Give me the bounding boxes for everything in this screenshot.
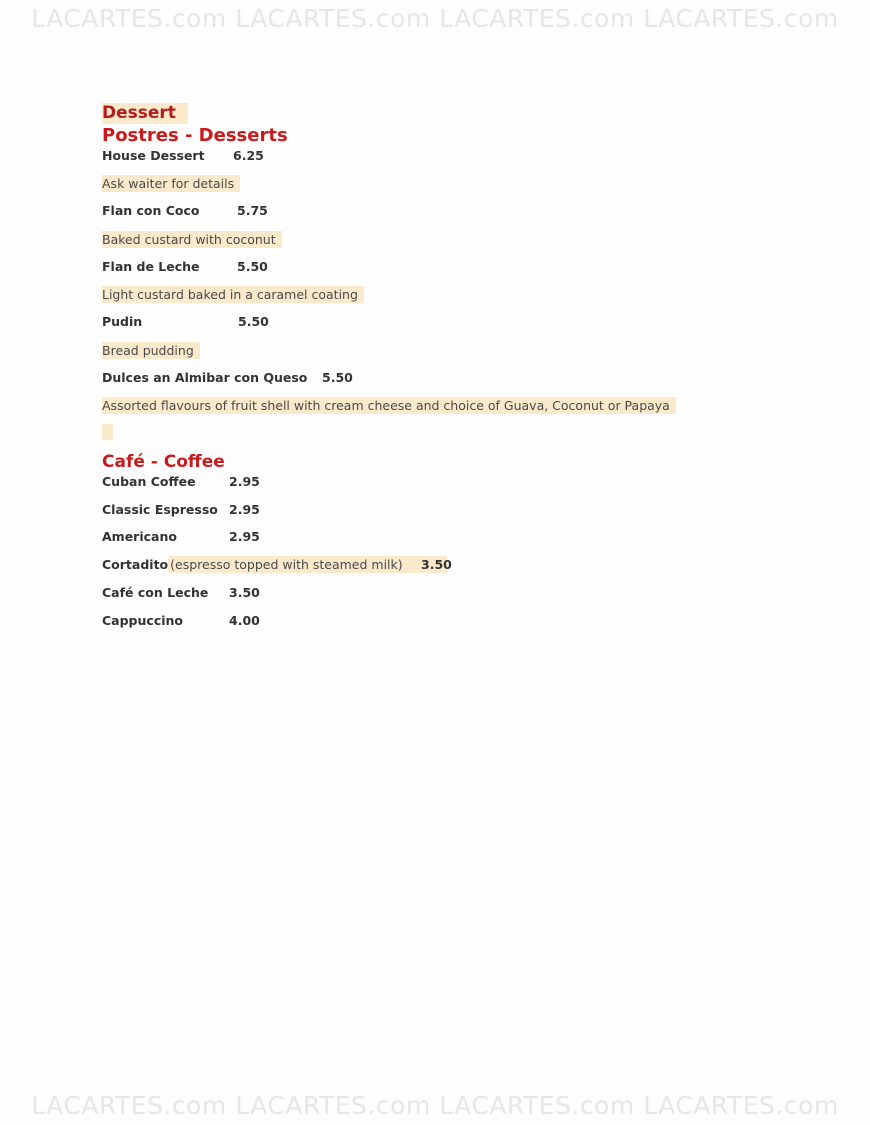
desserts-heading: Postres - Desserts bbox=[102, 125, 288, 146]
menu-item-description: Light custard baked in a caramel coating bbox=[102, 286, 364, 303]
menu-item-price: 5.50 bbox=[238, 314, 269, 329]
menu-item-name: Cortadito bbox=[102, 557, 169, 572]
menu-item-price: 4.00 bbox=[229, 613, 260, 628]
menu-item-name: Pudin bbox=[102, 314, 143, 329]
menu-item-price: 2.95 bbox=[229, 502, 260, 517]
menu-item-price: 2.95 bbox=[229, 529, 260, 544]
menu-item-price: 6.25 bbox=[233, 148, 264, 163]
menu-item-description: Assorted flavours of fruit shell with cream cheese and choice of Guava, Coconut or Papaya bbox=[102, 397, 676, 414]
menu-item-name: Flan con Coco bbox=[102, 203, 200, 218]
coffee-heading: Café - Coffee bbox=[102, 452, 225, 472]
menu-item-name: Flan de Leche bbox=[102, 259, 200, 274]
menu-item-name: House Dessert bbox=[102, 148, 205, 163]
menu-item-description: Ask waiter for details bbox=[102, 175, 240, 192]
menu-item-name: Americano bbox=[102, 529, 177, 544]
menu-item-name: Classic Espresso bbox=[102, 502, 218, 517]
menu-item-price: 2.95 bbox=[229, 474, 260, 489]
menu-item-price: 5.50 bbox=[237, 259, 268, 274]
menu-item-name: Dulces an Almibar con Queso bbox=[102, 370, 308, 385]
menu-item-price: 5.50 bbox=[322, 370, 353, 385]
section-label: Dessert bbox=[102, 103, 188, 124]
menu-item-name: Café con Leche bbox=[102, 585, 209, 600]
menu-item-note: (espresso topped with steamed milk) bbox=[168, 556, 447, 573]
menu-item-price: 3.50 bbox=[421, 557, 452, 572]
highlight-marker bbox=[102, 424, 113, 440]
menu-item-price: 5.75 bbox=[237, 203, 268, 218]
menu-item-price: 3.50 bbox=[229, 585, 260, 600]
watermark-bottom: LACARTES.com LACARTES.com LACARTES.com LACARTES.com bbox=[31, 1091, 839, 1120]
menu-item-description: Baked custard with coconut bbox=[102, 231, 282, 248]
menu-item-row bbox=[102, 557, 447, 572]
menu-item-description: Bread pudding bbox=[102, 342, 200, 359]
watermark-top: LACARTES.com LACARTES.com LACARTES.com LACARTES.com bbox=[31, 4, 839, 33]
menu-item-name: Cuban Coffee bbox=[102, 474, 196, 489]
menu-item-name: Cappuccino bbox=[102, 613, 183, 628]
